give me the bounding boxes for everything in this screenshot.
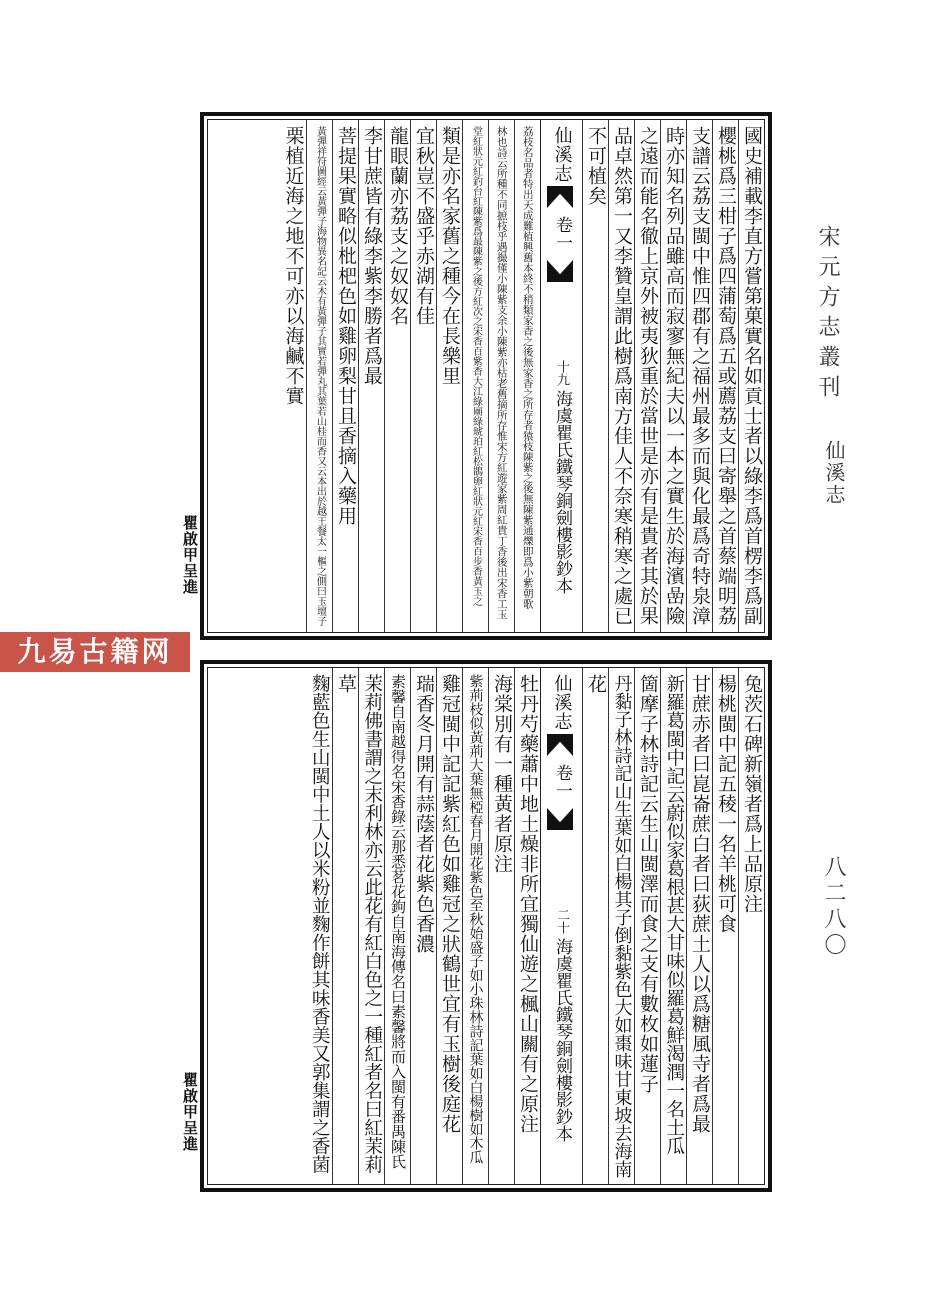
bottom-column-text: 海棠別有一種黃者原注 xyxy=(491,674,513,874)
bottom-column-text: 楊桃閩中記五稜一名羊桃可食 xyxy=(715,674,737,934)
bottom-column-text: 兔茨石碑新嶺者爲上品原注 xyxy=(741,674,763,914)
top-column-text: 類是亦名家舊之種今在長樂里 xyxy=(439,126,461,386)
bottom-column xyxy=(514,668,540,1184)
bottom-center-column xyxy=(540,668,582,1184)
bottom-column xyxy=(738,668,764,1184)
bottom-column xyxy=(436,668,462,1184)
bottom-center-leaf: 二十 xyxy=(554,908,569,934)
bottom-column-text: 甘蔗赤者曰崑崙蔗白者曰荻蔗土人以爲糖風寺者爲最 xyxy=(689,674,711,1134)
collector-stamp-upper: 瞿啟甲呈進 xyxy=(181,515,199,595)
top-column-text: 菩提果實略似枇杷色如雞卵梨甘且香摘入藥用 xyxy=(335,126,357,526)
bottom-column-text: 花 xyxy=(585,674,607,694)
top-column-text: 宜秋豈不盛乎赤湖有佳 xyxy=(413,126,435,326)
book-title: 仙溪志 xyxy=(822,440,846,506)
top-column-text: 荔枝名品者特出天成難植興舊本終不稍類家香之後無家香之所存者猿枝陳紫之後無陳紫通爍即爲小紫朝歌 xyxy=(521,126,534,609)
bottom-center-edition: 海虞瞿氏鐵琴銅劍樓影鈔本 xyxy=(552,938,572,1142)
top-column xyxy=(634,120,660,632)
top-column-text: 堂紅狀元紅釣台紅陳紫爲最陳紫之後方紅次之宋香百紫香大江綠廟綠琥珀紅松鵲卵紅狀元紅宋香百步香黃玉之 xyxy=(470,126,482,606)
top-column xyxy=(686,120,712,632)
top-column xyxy=(738,120,764,632)
top-center-head: 仙溪志 xyxy=(551,126,573,183)
watermark-banner: 九易古籍网 xyxy=(0,632,190,672)
top-column-text: 栗植近海之地不可亦以海鹹不實 xyxy=(282,126,305,406)
top-column xyxy=(384,120,410,632)
top-column-text: 黃彈祥符圖經云黃彈子海物異名記云木有黃彈子其實若彈丸其葉若山桂而香又云本出於越王餐太一樞之側曰玉壇子 xyxy=(314,126,326,626)
fish-tail-mark-icon xyxy=(547,186,573,208)
bottom-column xyxy=(712,668,738,1184)
bottom-column-text: 紫荊枝似黃荊大葉無椏春月開花紫色至秋始盛子如小珠林詩記葉如白楊樹如木瓜 xyxy=(467,674,484,1164)
bottom-center-head: 仙溪志 xyxy=(551,674,573,731)
bottom-center-juan: 卷一 xyxy=(552,764,572,800)
bottom-column-text: 茉莉佛書謂之末利林亦云此花有紅白色之一種紅者名曰紅茉莉 xyxy=(361,674,383,1174)
top-column xyxy=(332,120,358,632)
bottom-column-text: 草 xyxy=(335,674,357,694)
bottom-column xyxy=(488,668,514,1184)
lower-text-block xyxy=(200,660,772,1192)
bottom-column xyxy=(462,668,488,1184)
top-column-text: 不可植矣 xyxy=(585,126,607,206)
top-center-juan: 卷一 xyxy=(552,216,572,252)
collector-stamp-lower: 瞿啟甲呈進 xyxy=(181,1072,199,1152)
top-center-column xyxy=(540,120,582,632)
top-column xyxy=(608,120,634,632)
top-column-text: 國史補載李直方嘗第菓實名如貢士者以綠李爲首楞李爲副 xyxy=(741,126,763,626)
fish-tail-mark-icon xyxy=(547,734,573,756)
bottom-column-text: 麴藍色生山閩中土人以米粉並麴作餅其味香美又郭集謂之香菌 xyxy=(309,674,331,1174)
top-column xyxy=(436,120,462,632)
top-column xyxy=(280,120,306,632)
top-column xyxy=(358,120,384,632)
top-column xyxy=(306,120,332,632)
bottom-column-text: 箇摩子林詩記云生山閩澤而食之支有數枚如蓮子 xyxy=(637,674,659,1094)
fish-tail-mark-icon xyxy=(547,808,573,830)
top-center-edition: 海虞瞿氏鐵琴銅劍樓影鈔本 xyxy=(552,390,572,594)
bottom-column xyxy=(634,668,660,1184)
bottom-column xyxy=(332,668,358,1184)
bottom-column xyxy=(582,668,608,1184)
bottom-column xyxy=(306,668,332,1184)
top-column-text: 支譜云荔支閩中惟四郡有之福州最多而與化最爲奇特泉漳 xyxy=(689,126,711,626)
top-column xyxy=(582,120,608,632)
top-column xyxy=(410,120,436,632)
bottom-column-text: 牡丹芍藥蕭中地土燥非所宜獨仙遊之楓山關有之原注 xyxy=(517,674,539,1134)
lower-columns xyxy=(207,667,765,1185)
bottom-column-text: 丹黏子林詩記山生葉如白楊其子倒黏紫色大如棗味甘東坡去海南 xyxy=(611,674,633,1178)
top-column xyxy=(660,120,686,632)
bottom-column-text: 素馨自南越得名宋香錄云那悉茗花鉤自南海傳名曰素馨將而入閩有番禺陳氏 xyxy=(389,674,407,1169)
top-column-text: 李甘蔗皆有綠李紫李勝者爲最 xyxy=(361,126,383,386)
top-center-leaf: 十九 xyxy=(554,360,569,386)
bottom-column-text: 瑞香冬月開有蒜蔭者花紫色香濃 xyxy=(413,674,435,954)
top-column-text: 龍眼蘭亦荔支之奴奴名 xyxy=(387,126,409,326)
bottom-column xyxy=(608,668,634,1184)
page-number: 八二八〇 xyxy=(821,855,846,959)
top-column-text: 櫻桃爲三柑子爲四蒲萄爲五或薦荔支曰寄舉之首蔡端明荔 xyxy=(715,126,737,626)
top-column xyxy=(462,120,488,632)
fish-tail-mark-icon xyxy=(547,260,573,282)
top-column xyxy=(712,120,738,632)
upper-columns xyxy=(207,119,765,633)
top-column-text: 時亦知名列品雖高而寂寥無紀夫以一本之實生於海濱嵒險 xyxy=(663,126,685,626)
upper-text-block xyxy=(200,112,772,640)
bottom-column xyxy=(686,668,712,1184)
top-column-text: 品卓然第一又李贊皇謂此樹爲南方佳人不奈寒稍寒之處已 xyxy=(611,126,633,626)
top-column xyxy=(514,120,540,632)
top-column-text: 之遠而能名徹上京外被夷狄重於當世是亦有是貴者其於果 xyxy=(637,126,659,626)
bottom-column xyxy=(410,668,436,1184)
bottom-column xyxy=(384,668,410,1184)
bottom-column-text: 雞冠閩中記記紫紅色如雞冠之狀鶴世宜有玉樹後庭花 xyxy=(439,674,461,1134)
bottom-column-text: 新羅葛閩中記云蔚似家葛根甚大甘味似羅葛鮮渴潤一名土瓜 xyxy=(663,674,685,1155)
top-column-text: 林也詩云所種不同摭枝乎遇撮僅小陳紫支余小陳紫亦枯老舊摘所存惟宋方紅遊家紫周紅貴丁香後出宋香工玉 xyxy=(495,126,508,620)
top-column xyxy=(488,120,514,632)
series-title: 宋元方志叢刊 xyxy=(815,225,840,405)
bottom-column xyxy=(660,668,686,1184)
bottom-column xyxy=(358,668,384,1184)
